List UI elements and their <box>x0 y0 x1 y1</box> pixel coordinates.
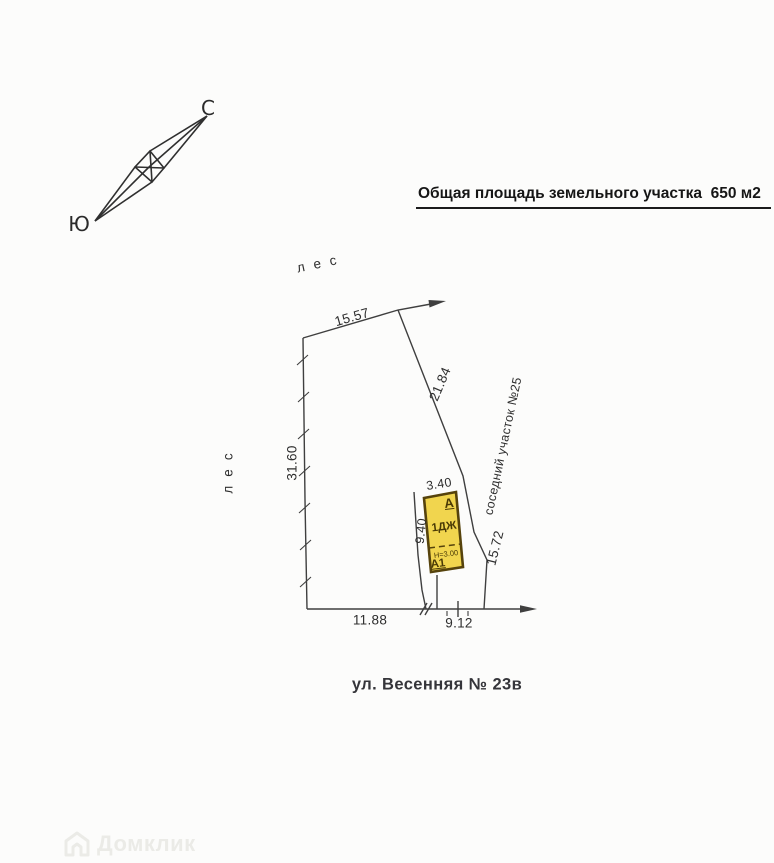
dimension-top-edge: 15.57 <box>332 304 372 330</box>
dimension-right-upper: 21.84 <box>426 364 454 404</box>
dimension-bottom-left: 11.88 <box>352 612 388 628</box>
compass-north-label: С <box>201 96 215 120</box>
watermark <box>64 831 196 857</box>
dimension-building-width: 3.40 <box>425 475 453 493</box>
boundary-left <box>303 338 307 609</box>
street-label: ул. Весенняя № 23в <box>351 675 523 694</box>
compass-rose-icon <box>95 116 207 221</box>
building-litera-label: А <box>443 494 455 512</box>
domklik-logo-icon <box>64 831 90 857</box>
dimension-left-edge: 31.60 <box>284 445 300 481</box>
total-area-title: Общая площадь земельного участка 650 м2 <box>416 185 771 209</box>
neighbor-parcel-label: соседний участок №25 <box>481 375 525 517</box>
building-height-label: Н=3.00 <box>433 548 459 560</box>
building-part-litera-label: А1 <box>429 557 447 571</box>
dimension-right-lower: 15.72 <box>483 529 507 567</box>
dimension-bottom-right: 9.12 <box>445 615 473 631</box>
dimension-inner-edge: 9.40 <box>412 517 430 545</box>
arrowhead-top <box>429 300 447 308</box>
forest-label-top: лес <box>295 250 347 276</box>
arrowhead-bottom <box>520 605 537 612</box>
compass-south-label: Ю <box>68 212 90 236</box>
building-type-label: 1ДЖ <box>430 519 458 535</box>
plot-boundary <box>297 304 521 617</box>
forest-label-left: лес <box>220 444 236 494</box>
watermark-text: Домклик <box>97 831 196 856</box>
